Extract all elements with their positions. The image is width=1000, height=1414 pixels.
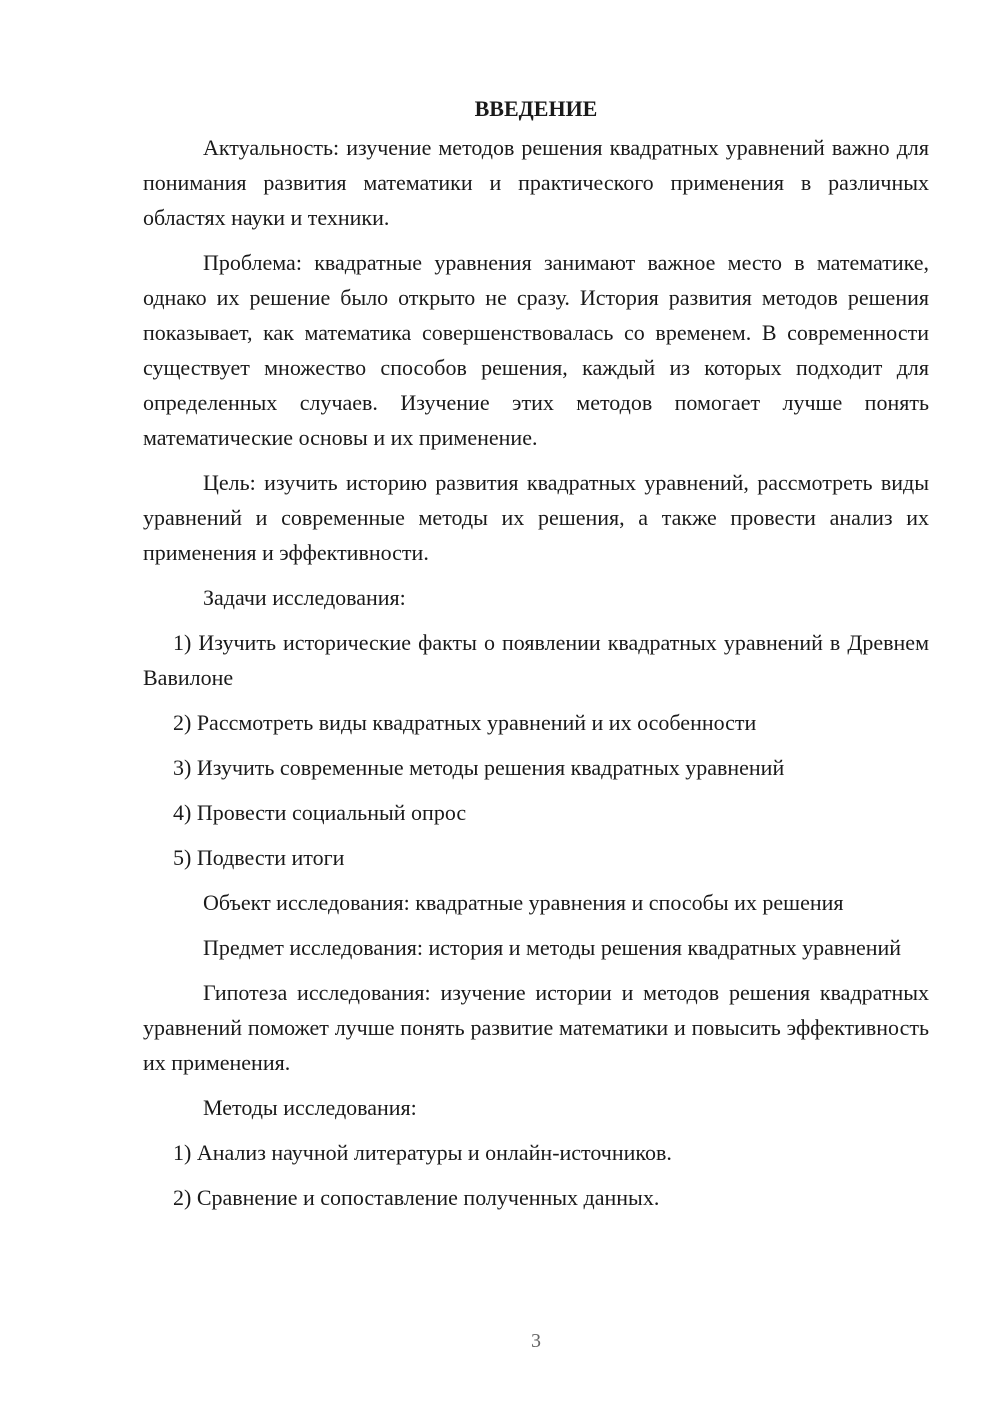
methods-heading: Методы исследования:: [203, 1095, 417, 1120]
relevance-paragraph: Актуальность: изучение методов решения квадратных уравнений важно для понимания развития математики и практического применения в различных областях науки и техники.: [143, 135, 929, 230]
subject-paragraph: Предмет исследования: история и методы решения квадратных уравнений: [203, 935, 902, 960]
method-item: 1) Анализ научной литературы и онлайн-источников.: [173, 1140, 672, 1165]
tasks-heading: Задачи исследования:: [203, 585, 406, 610]
document-page: [143, 92, 929, 1225]
task-item: 4) Провести социальный опрос: [173, 800, 467, 825]
page-number: 3: [531, 1330, 541, 1352]
method-item: 2) Сравнение и сопоставление полученных данных.: [173, 1185, 660, 1210]
object-paragraph: Объект исследования: квадратные уравнения и способы их решения: [203, 890, 844, 915]
hypothesis-paragraph: Гипотеза исследования: изучение истории и методов решения квадратных уравнений поможет лучше понять развитие математики и повысить эффективность их применения.: [143, 980, 929, 1075]
section-title: ВВЕДЕНИЕ: [474, 96, 598, 121]
problem-paragraph: Проблема: квадратные уравнения занимают важное место в математике, однако их решение было открыто не сразу. История развития методов решения показывает, как математика совершенствовалась со временем. В современности существует множество способов решения, каждый из которых подходит для определенных случаев. Изучение этих методов помогает лучше понять математические основы и их применение.: [143, 250, 929, 450]
task-item: 5) Подвести итоги: [173, 845, 345, 870]
task-item: 1) Изучить исторические факты о появлении квадратных уравнений в Древнем Вавилоне: [143, 630, 929, 690]
task-item: 3) Изучить современные методы решения квадратных уравнений: [173, 755, 785, 780]
task-item: 2) Рассмотреть виды квадратных уравнений и их особенности: [173, 710, 757, 735]
goal-paragraph: Цель: изучить историю развития квадратных уравнений, рассмотреть виды уравнений и современные методы их решения, а также провести анализ их применения и эффективности.: [143, 470, 929, 565]
